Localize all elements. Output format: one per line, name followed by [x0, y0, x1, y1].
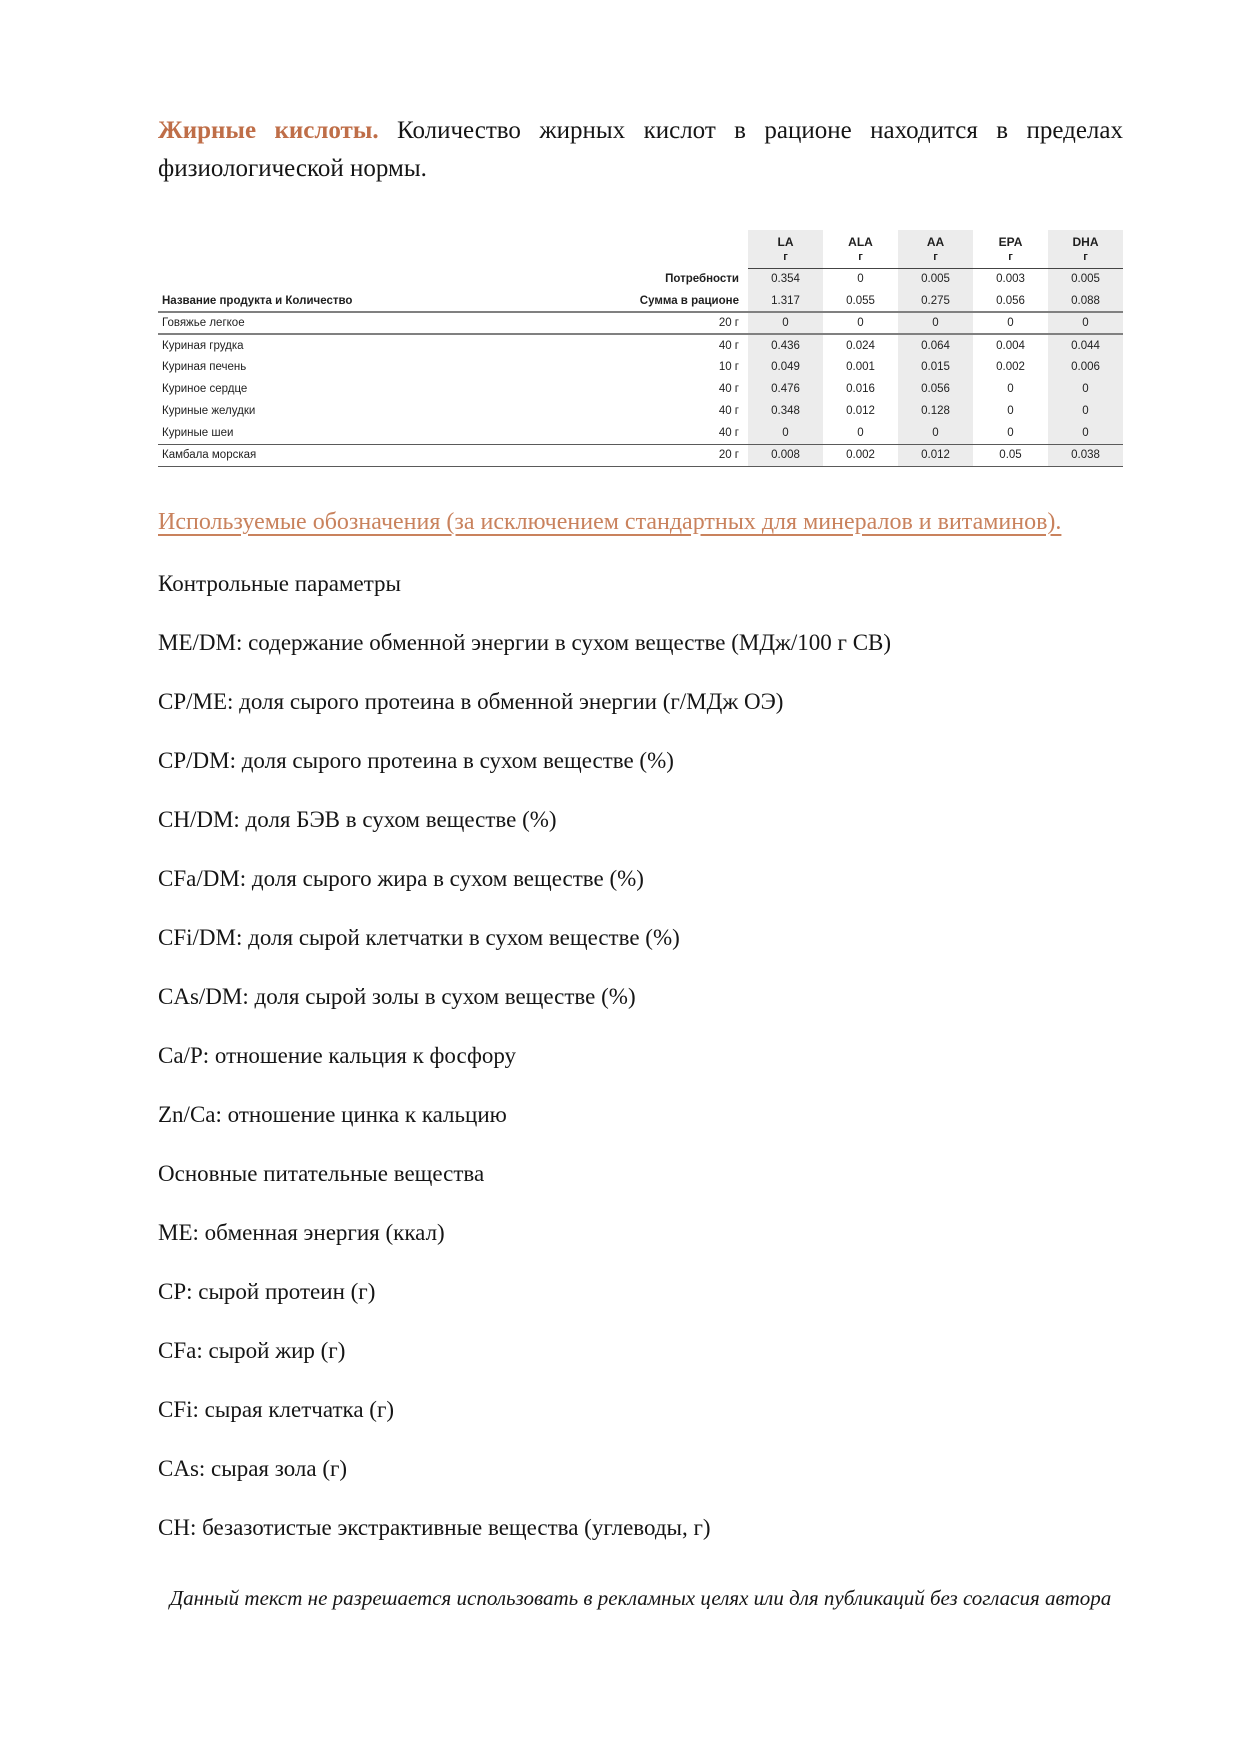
cell-ala: 0.002	[823, 444, 898, 466]
empty-cell	[158, 268, 618, 290]
fatty-acids-table	[158, 230, 1123, 467]
table-row	[158, 312, 1123, 334]
column-name: ALA	[848, 235, 873, 250]
table-header-row	[158, 230, 1123, 268]
intro-heading: Жирные кислоты.	[158, 117, 379, 144]
cell-la: 0.049	[748, 356, 823, 378]
sum-label: Сумма в рационе	[618, 290, 748, 312]
cell-ala: 0.001	[846, 361, 875, 373]
definition-paragraph: CH/DM: доля БЭВ в сухом веществе (%)	[158, 806, 557, 832]
table-row	[158, 422, 1123, 444]
cell-ala: 0.024	[846, 339, 875, 352]
definition-paragraph: CH: безазотистые экстрактивные вещества (углеводы, г)	[158, 1514, 711, 1540]
cell-epa: 0	[973, 312, 1048, 334]
sum-value-la: 1.317	[748, 290, 823, 312]
cell-la: 0.476	[748, 378, 823, 400]
definitions-section	[158, 569, 1123, 1543]
product-name: Куриные шеи	[158, 422, 618, 444]
cell-dha: 0.006	[1048, 356, 1123, 378]
footer-note: Данный текст не разрешается использовать в рекламных целях или для публикаций без согласия автора	[169, 1585, 1112, 1610]
cell-la: 0.008	[748, 444, 823, 466]
column-unit: г	[933, 251, 938, 264]
product-qty: 20 г	[618, 444, 748, 466]
cell-aa: 0.015	[898, 356, 973, 378]
column-header-aa	[898, 230, 973, 268]
product-name: Куриная печень	[162, 361, 247, 373]
table-row	[158, 400, 1123, 422]
definition-paragraph: Ca/P: отношение кальция к фосфору	[158, 1042, 517, 1068]
cell-dha: 0.038	[1048, 444, 1123, 466]
definition-paragraph: CAs/DM: доля сырой золы в сухом веществе (%)	[158, 983, 636, 1009]
product-name: Камбала морская	[158, 444, 618, 466]
column-header-la	[748, 230, 823, 268]
cell-ala: 0.016	[846, 383, 875, 395]
definition-paragraph: ME: обменная энергия (ккал)	[158, 1219, 445, 1245]
legend-heading: Используемые обозначения (за исключением стандартных для минералов и витаминов).	[158, 508, 1062, 535]
cell-ala: 0	[823, 312, 898, 334]
product-name: Куриные желудки	[162, 405, 256, 417]
needs-value-ala: 0	[857, 273, 864, 286]
product-qty: 10 г	[718, 361, 739, 373]
definition-paragraph: ME/DM: содержание обменной энергии в сухом веществе (МДж/100 г СВ)	[158, 629, 892, 655]
product-qty: 40 г	[718, 339, 739, 352]
column-name: AA	[926, 235, 945, 250]
column-unit: г	[1083, 251, 1088, 264]
column-unit: г	[858, 251, 863, 264]
product-qty: 40 г	[718, 405, 739, 417]
intro-text: Количество жирных кислот в рационе находится в пределах физиологической нормы.	[158, 117, 1124, 182]
product-name: Куриная грудка	[162, 339, 244, 352]
cell-epa: 0	[1007, 405, 1014, 417]
needs-value-la: 0.354	[748, 268, 823, 290]
cell-ala: 0.012	[846, 405, 875, 417]
cell-dha: 0	[1048, 400, 1123, 422]
cell-aa: 0.012	[898, 444, 973, 466]
cell-aa: 0.064	[898, 334, 973, 356]
cell-aa: 0.056	[898, 378, 973, 400]
cell-dha: 0	[1048, 422, 1123, 444]
cell-aa: 0.128	[898, 400, 973, 422]
cell-epa: 0	[1007, 383, 1014, 395]
definition-paragraph: CP: сырой протеин (г)	[158, 1278, 376, 1304]
column-name: LA	[777, 235, 794, 250]
table-row	[158, 378, 1123, 400]
cell-dha: 0.044	[1048, 334, 1123, 356]
definition-paragraph: CFi/DM: доля сырой клетчатки в сухом веществе (%)	[158, 924, 680, 950]
cell-dha: 0	[1048, 312, 1123, 334]
cell-dha: 0	[1048, 378, 1123, 400]
product-qty: 40 г	[718, 383, 739, 395]
product-qty: 20 г	[618, 312, 748, 334]
definition-paragraph: CP/ME: доля сырого протеина в обменной энергии (г/МДж ОЭ)	[158, 688, 784, 714]
product-name: Говяжье легкое	[158, 312, 618, 334]
product-qty: 40 г	[618, 422, 748, 444]
needs-value-dha: 0.005	[1048, 268, 1123, 290]
column-header-ala	[823, 230, 898, 268]
sum-value-ala: 0.055	[823, 290, 898, 312]
definition-paragraph: Zn/Ca: отношение цинка к кальцию	[158, 1101, 507, 1127]
sum-row	[158, 290, 1123, 312]
definition-paragraph: Контрольные параметры	[158, 570, 401, 596]
table-row	[158, 444, 1123, 466]
product-column-header: Название продукта и Количество	[158, 290, 618, 312]
cell-epa: 0	[973, 422, 1048, 444]
product-name: Куриное сердце	[162, 383, 248, 395]
definition-paragraph: CFi: сырая клетчатка (г)	[158, 1396, 395, 1422]
needs-value-aa: 0.005	[898, 268, 973, 290]
definition-paragraph: CFa/DM: доля сырого жира в сухом веществе (%)	[158, 865, 644, 891]
table-row	[158, 334, 1123, 356]
definition-paragraph: CP/DM: доля сырого протеина в сухом веществе (%)	[158, 747, 674, 773]
cell-la: 0.348	[748, 400, 823, 422]
cell-epa: 0.002	[996, 361, 1025, 373]
column-name: EPA	[998, 235, 1023, 250]
cell-epa: 0.05	[973, 444, 1048, 466]
empty-cell	[158, 230, 618, 268]
needs-row	[158, 268, 1123, 290]
fatty-acids-table-container	[158, 230, 1123, 467]
column-name: DHA	[1072, 235, 1099, 250]
needs-label: Потребности	[665, 273, 739, 285]
cell-la: 0	[748, 312, 823, 334]
cell-ala: 0	[823, 422, 898, 444]
cell-aa: 0	[898, 422, 973, 444]
table-row	[158, 356, 1123, 378]
definition-paragraph: Основные питательные вещества	[158, 1160, 485, 1186]
column-header-dha	[1048, 230, 1123, 268]
column-unit: г	[1008, 251, 1013, 264]
column-unit: г	[783, 251, 788, 264]
sum-value-dha: 0.088	[1048, 290, 1123, 312]
sum-value-aa: 0.275	[898, 290, 973, 312]
definition-paragraph: CFa: сырой жир (г)	[158, 1337, 346, 1363]
column-header-epa	[973, 230, 1048, 268]
empty-cell	[618, 230, 748, 268]
cell-la: 0	[748, 422, 823, 444]
cell-epa: 0.004	[996, 339, 1025, 352]
needs-value-epa: 0.003	[996, 273, 1025, 286]
cell-aa: 0	[898, 312, 973, 334]
definition-paragraph: CAs: сырая зола (г)	[158, 1455, 348, 1481]
sum-value-epa: 0.056	[973, 290, 1048, 312]
cell-la: 0.436	[748, 334, 823, 356]
intro-paragraph	[158, 112, 1123, 188]
space	[379, 117, 397, 144]
